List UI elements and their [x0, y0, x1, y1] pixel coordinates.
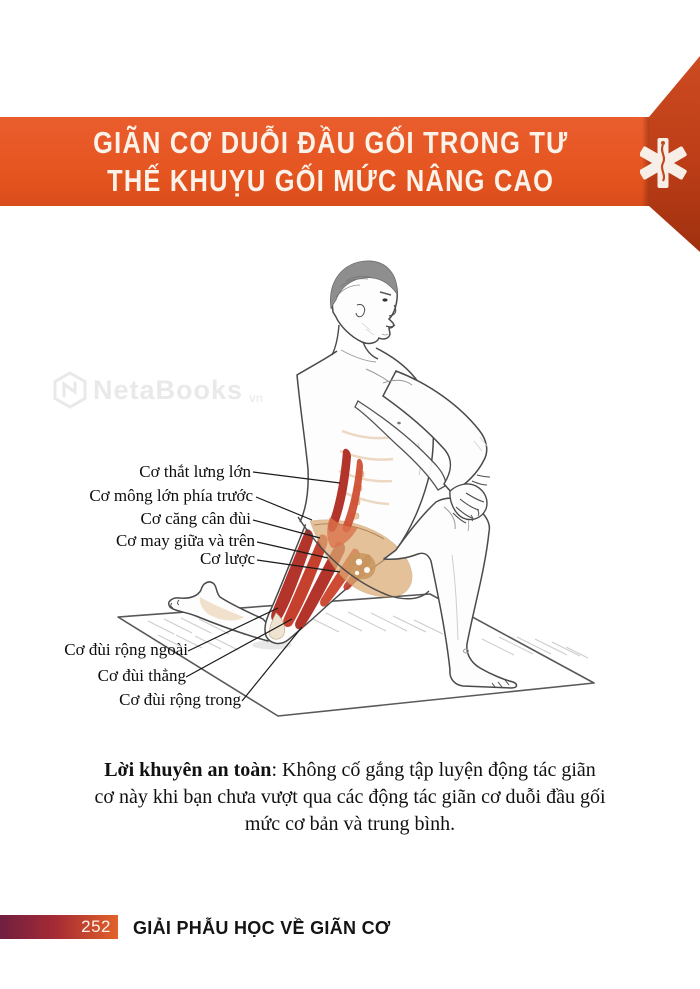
chapter-title-banner	[0, 117, 649, 206]
corner-ribbon	[640, 50, 700, 262]
page-number: 252	[81, 917, 111, 936]
footer-page-bar	[0, 915, 118, 939]
eye	[382, 298, 387, 301]
muscle-label-co-that-lung-lon: Cơ thắt lưng lớn	[139, 462, 251, 481]
book-title: GIẢI PHẪU HỌC VỀ GIÃN CƠ	[133, 918, 391, 938]
muscle-label-co-dui-rong-trong: Cơ đùi rộng trong	[119, 690, 241, 709]
muscle-label-co-may-giua-va-tren: Cơ may giữa và trên	[115, 531, 255, 550]
watermark-suffix: vn	[249, 391, 264, 405]
advice-line1-rest: : Không cố gắng tập luyện động tác giãn	[271, 759, 596, 781]
safety-advice	[50, 757, 650, 838]
muscle-label-co-dui-thang: Cơ đùi thẳng	[97, 666, 186, 685]
ear	[356, 305, 365, 317]
muscle-label-co-dui-rong-ngoai: Cơ đùi rộng ngoài	[64, 640, 188, 659]
muscle-label-co-luoc: Cơ lược	[199, 549, 255, 568]
advice-line-2: cơ này khi bạn chưa vượt qua các động tác giãn cơ duỗi đầu gối	[94, 786, 606, 808]
head	[330, 261, 397, 343]
advice-lead: Lời khuyên an toàn	[104, 759, 272, 781]
advice-line-1	[50, 757, 650, 784]
hexagon-n-logo-icon	[53, 371, 87, 409]
watermark-text: NetaBooks	[93, 374, 244, 405]
muscle-label-co-mong-lon-phia-truoc: Cơ mông lớn phía trước	[89, 486, 253, 505]
advice-line-3: mức cơ bản và trung bình.	[244, 813, 456, 835]
muscle-label-co-cang-can-dui: Cơ căng cân đùi	[140, 509, 251, 528]
chapter-title-line2: THẾ KHUỴU GỐI MỨC NÂNG CAO	[106, 162, 555, 198]
chapter-title-line1: GIÃN CƠ DUỖI ĐẦU GỐI TRONG TƯ	[92, 124, 569, 160]
